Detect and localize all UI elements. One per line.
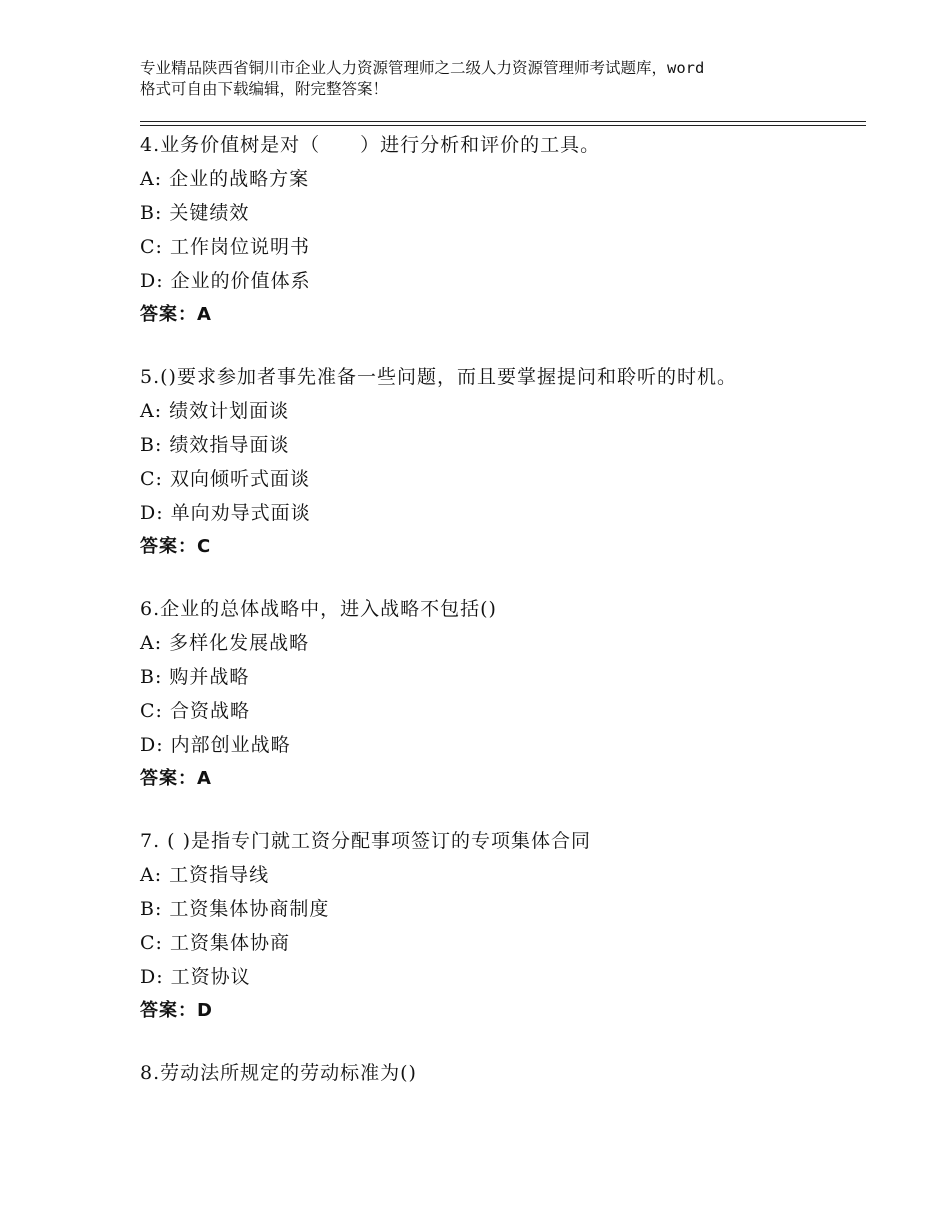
option-d: D: 内部创业战略 — [140, 734, 291, 756]
option-a: A: 绩效计划面谈 — [140, 400, 290, 422]
option-c: C: 工作岗位说明书 — [140, 236, 310, 258]
header-line-1: 专业精品陕西省铜川市企业人力资源管理师之二级人力资源管理师考试题库，word — [140, 59, 705, 77]
option-c: C: 合资战略 — [140, 700, 250, 722]
option-a: A: 企业的战略方案 — [140, 168, 310, 190]
option-c: C: 工资集体协商 — [140, 932, 290, 954]
answer-label: 答案：A — [140, 304, 212, 325]
option-b: B: 绩效指导面谈 — [140, 434, 290, 456]
option-c: C: 双向倾听式面谈 — [140, 468, 310, 490]
header-divider-top — [140, 121, 866, 122]
option-a: A: 工资指导线 — [140, 864, 270, 886]
answer-label: 答案：C — [140, 536, 212, 557]
document-header — [140, 58, 830, 100]
option-b: B: 购并战略 — [140, 666, 250, 688]
header-line-2: 格式可自由下载编辑，附完整答案！ — [140, 80, 389, 98]
answer-label: 答案：A — [140, 768, 212, 789]
option-d: D: 单向劝导式面谈 — [140, 502, 311, 524]
question-stem: 8.劳动法所规定的劳动标准为() — [140, 1062, 417, 1084]
question-stem: 5.()要求参加者事先准备一些问题，而且要掌握提问和聆听的时机。 — [140, 366, 737, 388]
option-b: B: 工资集体协商制度 — [140, 898, 330, 920]
question-7 — [140, 824, 866, 1028]
question-6 — [140, 592, 866, 796]
option-d: D: 工资协议 — [140, 966, 251, 988]
question-stem: 7. ( )是指专门就工资分配事项签订的专项集体合同 — [140, 830, 592, 852]
question-stem: 6.企业的总体战略中，进入战略不包括() — [140, 598, 497, 620]
question-stem: 4.业务价值树是对（ ）进行分析和评价的工具。 — [140, 134, 601, 156]
question-4 — [140, 128, 866, 332]
option-d: D: 企业的价值体系 — [140, 270, 311, 292]
option-b: B: 关键绩效 — [140, 202, 250, 224]
question-list — [140, 128, 866, 1118]
answer-label: 答案：D — [140, 1000, 213, 1021]
question-8 — [140, 1056, 866, 1090]
option-a: A: 多样化发展战略 — [140, 632, 310, 654]
header-divider-bottom — [140, 125, 866, 126]
question-5 — [140, 360, 866, 564]
